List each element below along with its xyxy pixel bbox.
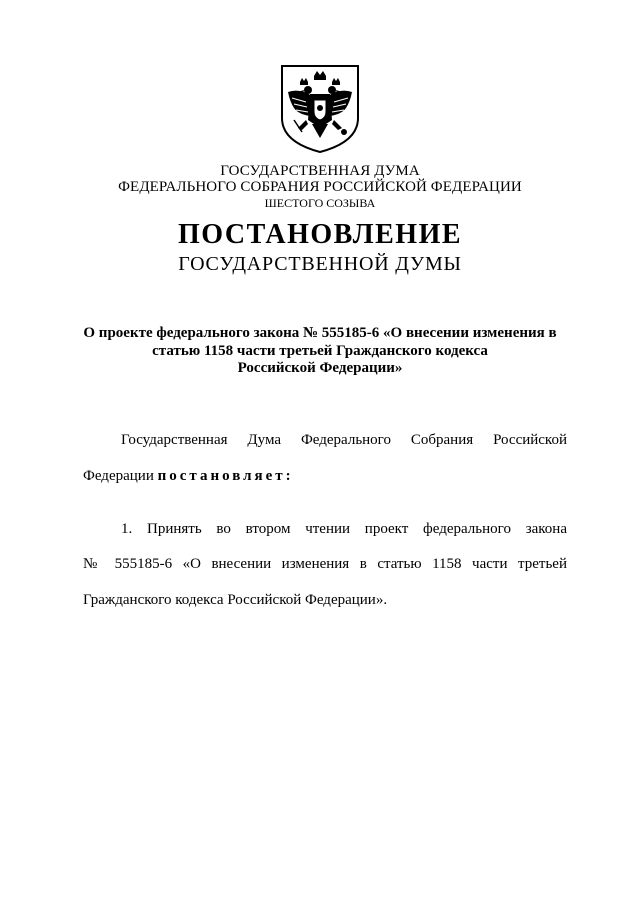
subject-line-3: Российской Федерации» (237, 360, 403, 376)
clause-1-line-3: Гражданского кодекса Российской Федерации». (83, 592, 388, 608)
convocation: ШЕСТОГО СОЗЫВА (264, 196, 376, 210)
preamble-line-2 (83, 468, 567, 485)
preamble-prefix: Федерации (83, 468, 158, 484)
document-type-title: ПОСТАНОВЛЕНИЕ (177, 219, 463, 250)
subject-line-1: О проекте федерального закона № 555185-6 «О внесении изменения в (83, 325, 557, 341)
clause-1-line-2: № 555185-6 «О внесении изменения в статью 1158 части третьей (83, 556, 567, 572)
org-line-1: ГОСУДАРСТВЕННАЯ ДУМА (220, 163, 420, 179)
org-line-2: ФЕДЕРАЛЬНОГО СОБРАНИЯ РОССИЙСКОЙ ФЕДЕРАЦИИ (118, 179, 522, 195)
document-subject (0, 325, 640, 378)
resolves-word: постановляет: (157, 468, 294, 484)
coat-of-arms-icon (276, 62, 364, 154)
preamble-line-1: Государственная Дума Федерального Собрания Российской (121, 432, 567, 448)
subject-line-2: статью 1158 части третьей Гражданского кодекса (152, 342, 488, 359)
clause-1-line-1: 1. Принять во втором чтении проект федерального закона (121, 521, 567, 537)
document-issuer: ГОСУДАРСТВЕННОЙ ДУМЫ (178, 253, 462, 275)
